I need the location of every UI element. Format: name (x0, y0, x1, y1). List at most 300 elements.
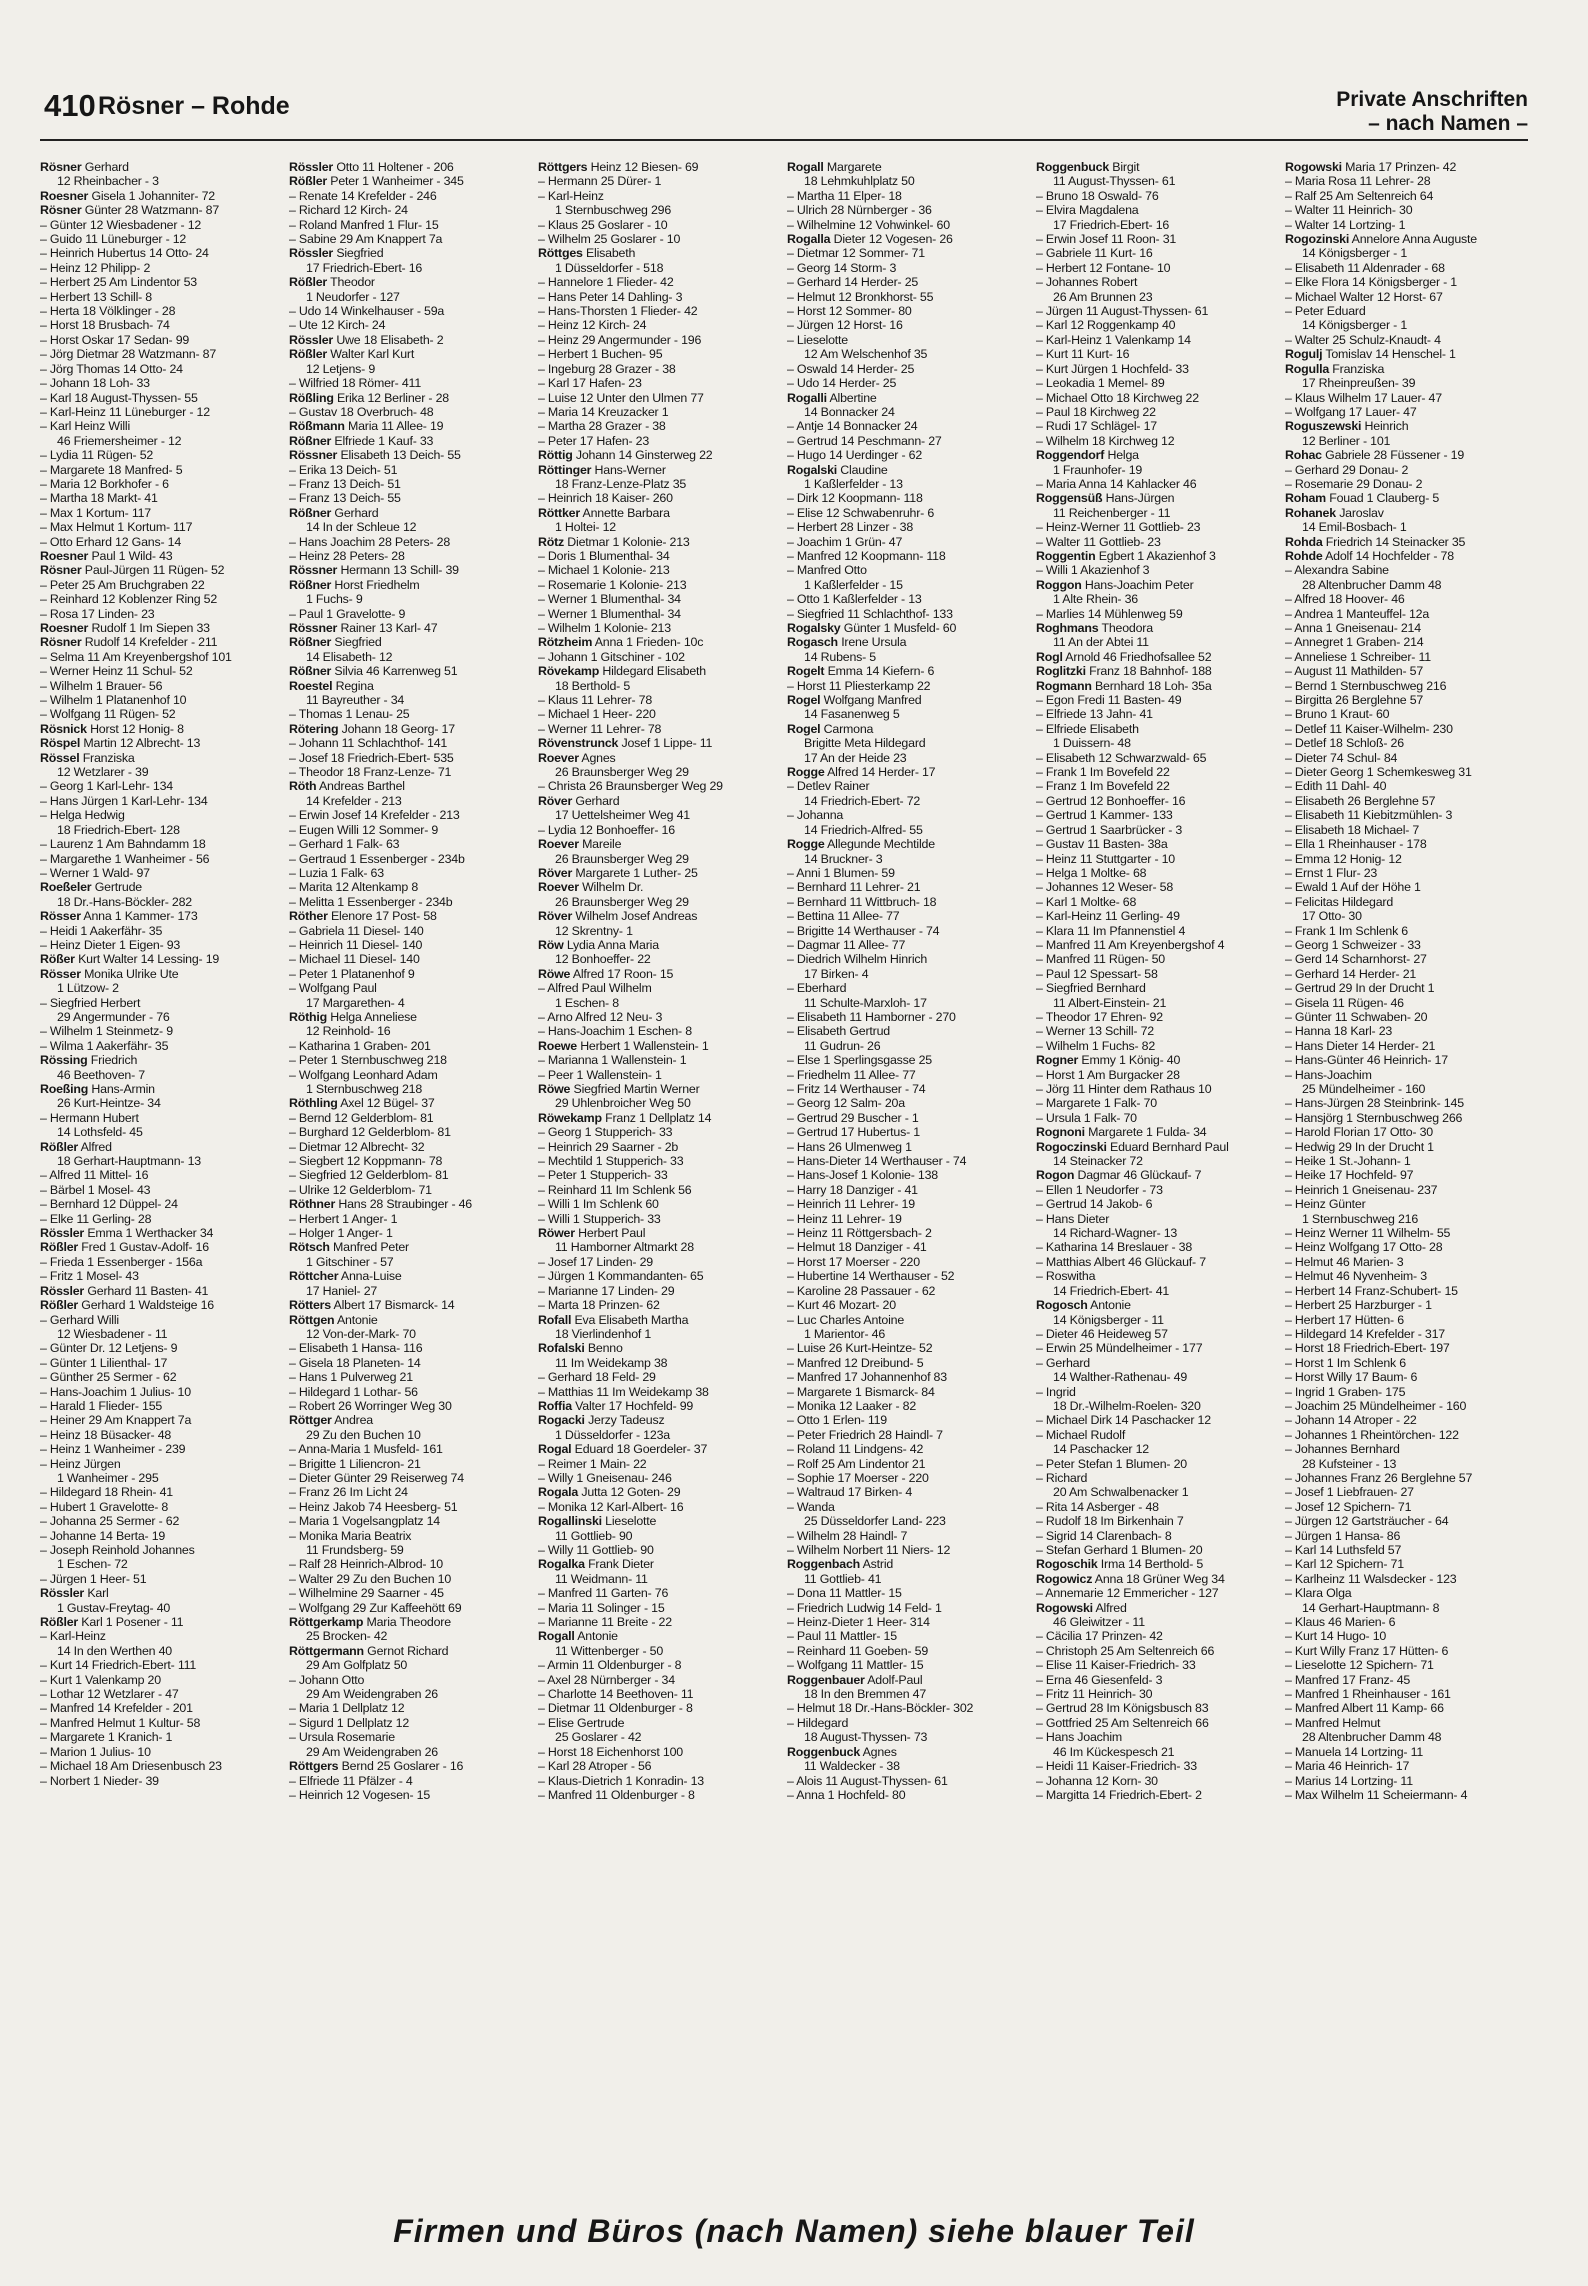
directory-entry: – Manfred 1 Rheinhauser - 161 (1285, 1687, 1451, 1702)
directory-entry: – Karlheinz 11 Walsdecker - 123 (1285, 1571, 1457, 1586)
directory-entry: – Johannes Bernhard (1285, 1442, 1400, 1457)
directory-entry: – Werner 1 Blumenthal- 34 (538, 592, 681, 607)
directory-entry: – Josef 18 Friedrich-Ebert- 535 (289, 750, 454, 765)
directory-entry: – Monika 12 Laaker - 82 (787, 1398, 917, 1413)
directory-entry: – Harold Florian 17 Otto- 30 (1285, 1125, 1433, 1140)
directory-entry: 46 Gleiwitzer - 11 (1053, 1615, 1145, 1630)
surname: Röttker (538, 505, 580, 520)
directory-entry: 1 Alte Rhein- 36 (1053, 592, 1138, 607)
directory-entry: – Paul 1 Gravelotte- 9 (289, 606, 406, 621)
directory-entry: – Hans-Joachim 1 Julius- 10 (40, 1384, 191, 1399)
directory-entry: 17 Friedrich-Ebert- 16 (306, 260, 423, 275)
directory-entry (40, 909, 283, 923)
surname: Rössler (40, 1586, 85, 1601)
directory-entry (289, 174, 532, 188)
surname: Rößner (289, 635, 332, 650)
surname: Röttgerkamp (289, 1615, 364, 1630)
directory-entry: – Gerhard Willi (40, 1312, 119, 1327)
directory-entry: – Marianne 17 Linden- 29 (538, 1283, 675, 1298)
entry-details: Jaroslav (1339, 505, 1384, 520)
directory-entry: – Andrea 1 Manteuffel- 12a (1285, 606, 1430, 621)
directory-entry: – Jürgen 12 Gartsträucher - 64 (1285, 1514, 1449, 1529)
directory-entry (289, 160, 532, 174)
directory-entry: – Heinz 18 Büsacker- 48 (40, 1427, 172, 1442)
surname: Rößner (289, 505, 332, 520)
entry-details: Birgit (1112, 160, 1140, 174)
surname: Rössing (40, 1053, 88, 1068)
directory-entry: 14 Elisabeth- 12 (306, 649, 393, 664)
directory-entry: – Kurt Jürgen 1 Hochfeld- 33 (1036, 361, 1189, 376)
directory-entry: – Holger 1 Anger- 1 (289, 1226, 393, 1241)
directory-entry: – Dona 11 Mattler- 15 (787, 1586, 902, 1601)
entry-details: Theodor (330, 275, 375, 290)
entry-details: Emmy 1 König- 40 (1081, 1053, 1181, 1068)
directory-entry: – Elisabeth 18 Michael- 7 (1285, 822, 1420, 837)
directory-entry: – Margarete 18 Manfred- 5 (40, 462, 183, 477)
directory-entry (1285, 506, 1528, 520)
directory-entry: 14 Lothsfeld- 45 (57, 1125, 143, 1140)
entry-details: Anna 1 Kammer- 173 (83, 909, 198, 924)
entry-details: Hans-Armin (91, 1082, 155, 1096)
directory-entry (538, 1514, 781, 1528)
directory-entry: – Hans Jürgen 1 Karl-Lehr- 134 (40, 793, 208, 808)
entry-details: Karl 1 Posener - 11 (81, 1615, 184, 1630)
directory-entry: – Michael Otto 18 Kirchweg 22 (1036, 390, 1199, 405)
directory-entry: – Hans-Josef 1 Kolonie- 138 (787, 1168, 938, 1183)
entry-details: Valter 17 Hochfeld- 99 (575, 1398, 694, 1413)
directory-entry: – Herbert 14 Franz-Schubert- 15 (1285, 1283, 1458, 1298)
directory-entry: – Wilhelm 1 Steinmetz- 9 (40, 1024, 173, 1039)
directory-entry: – Wilhelm 1 Kolonie- 213 (538, 621, 671, 635)
entry-details: Josef 1 Lippe- 11 (621, 736, 713, 751)
entry-details: Bernd 25 Goslarer - 16 (341, 1759, 464, 1774)
directory-entry: – Günter 1 Lilienthal- 17 (40, 1355, 168, 1370)
directory-entry: – Jürgen 1 Hansa- 86 (1285, 1528, 1401, 1543)
entry-details: Peter 1 Wanheimer - 345 (330, 174, 464, 189)
entry-details: Rudolf 1 Im Siepen 33 (91, 621, 210, 635)
entry-details: Frank Dieter (588, 1557, 654, 1572)
directory-entry: – Dieter 46 Heideweg 57 (1036, 1326, 1168, 1341)
entry-details: Fred 1 Gustav-Adolf- 16 (81, 1240, 209, 1255)
directory-entry: – Monika 12 Karl-Albert- 16 (538, 1499, 684, 1514)
directory-entry (1036, 1168, 1279, 1182)
directory-entry: – Johannes Franz 26 Berglehne 57 (1285, 1470, 1473, 1485)
entry-details: Emma 14 Kiefern- 6 (827, 664, 935, 679)
entry-details: Hermann 13 Schill- 39 (340, 563, 459, 578)
directory-entry: – Peter 1 Stupperich- 33 (538, 1168, 668, 1183)
directory-entry: – Hannelore 1 Flieder- 42 (538, 275, 674, 290)
directory-entry: – Paul 11 Mattler- 15 (787, 1629, 897, 1644)
directory-entry: 46 Friemersheimer - 12 (57, 433, 182, 448)
directory-entry: 11 Gottlieb- 41 (804, 1571, 882, 1586)
directory-entry: – Matthias 11 Im Weidekamp 38 (538, 1384, 709, 1399)
directory-entry: 18 Gerhart-Hauptmann- 13 (57, 1154, 201, 1169)
directory-entry: – Elvira Magdalena (1036, 203, 1139, 218)
directory-entry: 12 Von-der-Mark- 70 (306, 1326, 416, 1341)
directory-entry: – Heinz Günter (1285, 1197, 1366, 1212)
surname: Röther (289, 909, 328, 924)
entry-details: Günter 28 Watzmann- 87 (84, 203, 220, 218)
entry-details: Agnes (862, 1744, 897, 1759)
directory-entry: 28 Altenbrucher Damm 48 (1302, 577, 1442, 592)
entry-details: Friedrich (90, 1053, 138, 1068)
directory-entry: – Kurt 14 Hugo- 10 (1285, 1629, 1387, 1644)
entry-details: Lieselotte (605, 1514, 657, 1529)
directory-entry: – Hans Peter 14 Dahling- 3 (538, 289, 683, 304)
directory-entry: – Elisabeth 11 Hamborner - 270 (787, 1009, 956, 1024)
entry-details: Annette Barbara (582, 505, 670, 520)
directory-entry: 14 Friedrich-Ebert- 72 (804, 793, 921, 808)
directory-entry: – Bernhard 12 Düppel- 24 (40, 1197, 178, 1212)
directory-entry: 1 Kaßlerfelder - 15 (804, 577, 903, 592)
surname: Rößling (289, 390, 334, 405)
directory-entry: – Peter Friedrich 28 Haindl- 7 (787, 1427, 943, 1442)
directory-entry: – Burghard 12 Gelderblom- 81 (289, 1125, 451, 1140)
directory-entry: – Hans-Joachim 1 Eschen- 8 (538, 1024, 692, 1039)
entry-details: Herbert Paul (578, 1226, 646, 1241)
entry-details: Irene Ursula (841, 635, 907, 650)
directory-entry: 25 Mündelheimer - 160 (1302, 1082, 1426, 1096)
directory-entry: – Walter 11 Gottlieb- 23 (1036, 534, 1161, 549)
directory-entry: – Klaus 25 Goslarer - 10 (538, 217, 668, 232)
directory-entry: – Luzia 1 Falk- 63 (289, 865, 384, 880)
directory-entry: – Günther 25 Sermer - 62 (40, 1370, 177, 1385)
directory-entry: – Wolfgang 17 Lauer- 47 (1285, 404, 1417, 419)
directory-entry (787, 160, 1030, 174)
directory-entry (289, 679, 532, 693)
directory-entry: – Gabriela 11 Diesel- 140 (289, 923, 424, 938)
directory-entry: – Luise 12 Unter den Ulmen 77 (538, 390, 704, 405)
directory-entry: – Ingrid 1 Graben- 175 (1285, 1384, 1406, 1399)
directory-entry: – Karoline 28 Passauer - 62 (787, 1283, 936, 1298)
directory-entry: – Georg 14 Storm- 3 (787, 260, 897, 275)
surname: Rößer (40, 952, 75, 967)
directory-entry: – Herbert 17 Hütten- 6 (1285, 1312, 1404, 1327)
entry-details: Paul 1 Wild- 43 (91, 548, 173, 563)
directory-entry: – Gisela 18 Planeten- 14 (289, 1355, 421, 1370)
directory-entry: 17 Uettelsheimer Weg 41 (555, 808, 690, 823)
directory-entry (289, 909, 532, 923)
directory-entry: – Elise Gertrude (538, 1715, 625, 1730)
directory-entry: – Arno Alfred 12 Neu- 3 (538, 1009, 663, 1024)
directory-entry: 12 Wetzlarer - 39 (57, 765, 149, 780)
directory-entry: – Helga Hedwig (40, 808, 125, 823)
directory-entry: – Friedrich Ludwig 14 Feld- 1 (787, 1600, 942, 1615)
directory-entry: – Gertrud 29 Buscher - 1 (787, 1110, 919, 1125)
entry-details: Gisela 1 Johanniter- 72 (91, 188, 215, 203)
directory-entry: 12 Letjens- 9 (306, 361, 376, 376)
directory-entry: – Karl Heinz Willi (40, 419, 131, 434)
directory-entry: 12 Berliner - 101 (1302, 433, 1391, 448)
entry-details: Andreas Barthel (318, 779, 405, 794)
directory-entry (1285, 160, 1528, 174)
directory-entry: – Bettina 11 Allee- 77 (787, 909, 900, 924)
directory-entry (1036, 1125, 1279, 1139)
directory-entry: – Wilhelm 28 Haindl- 7 (787, 1528, 908, 1543)
surname: Röttgers (538, 160, 588, 174)
directory-entry: – Johanna 25 Sermer - 62 (40, 1514, 180, 1529)
directory-entry: – Karl 1 Moltke- 68 (1036, 894, 1137, 909)
directory-entry: 25 Brocken- 42 (306, 1629, 388, 1644)
directory-entry: 14 Richard-Wagner- 13 (1053, 1226, 1178, 1241)
surname: Rößner (289, 577, 332, 592)
entry-details: Andrea (334, 1413, 373, 1428)
directory-entry: – Harry 18 Danziger - 41 (787, 1182, 918, 1197)
directory-entry: – Heinrich 1 Gneisenau- 237 (1285, 1182, 1438, 1197)
directory-entry: – Jörg Thomas 14 Otto- 24 (40, 361, 183, 376)
directory-entry: – Herbert 12 Fontane- 10 (1036, 260, 1171, 275)
surname: Röver (538, 865, 573, 880)
directory-entry: – Karl 12 Roggenkamp 40 (1036, 318, 1176, 333)
directory-entry: – Oswald 14 Herder- 25 (787, 361, 915, 376)
directory-entry: – Felicitas Hildegard (1285, 894, 1394, 909)
directory-entry: – Gustav 11 Basten- 38a (1036, 837, 1168, 852)
directory-entry: – Guido 11 Lüneburger - 12 (40, 232, 187, 247)
directory-entry: – Gertrud 1 Saarbrücker - 3 (1036, 822, 1183, 837)
surname: Rohda (1285, 534, 1323, 549)
directory-entry: – Hildegard 14 Krefelder - 317 (1285, 1326, 1445, 1341)
surname: Rößler (40, 1615, 79, 1630)
entry-details: Theodora (1101, 621, 1153, 635)
directory-entry: – Gerhard 18 Feld- 29 (538, 1370, 656, 1385)
directory-entry: 29 Am Weidengraben 26 (306, 1744, 438, 1759)
entry-details: Horst Friedhelm (334, 577, 420, 592)
entry-details: Otto 11 Holtener - 206 (336, 160, 454, 174)
directory-entry: – Ursula 1 Falk- 70 (1036, 1110, 1137, 1125)
entry-details: Gerhard (575, 793, 620, 808)
directory-entry (538, 1111, 781, 1125)
directory-entry: – Günter 11 Schwaben- 20 (1285, 1009, 1428, 1024)
directory-entry (40, 1586, 283, 1600)
directory-entry (538, 880, 781, 894)
entry-details: Elisabeth 13 Deich- 55 (340, 448, 461, 463)
surname: Röttig (538, 448, 573, 463)
directory-entry: – Franz 26 Im Licht 24 (289, 1485, 408, 1500)
directory-entry: – Johann 11 Schlachthof- 141 (289, 736, 448, 751)
directory-entry: – Hanna 18 Karl- 23 (1285, 1024, 1393, 1039)
directory-entry: – Karl 14 Luthsfeld 57 (1285, 1543, 1402, 1557)
directory-entry: – Erwin Josef 11 Roon- 31 (1036, 232, 1177, 247)
entry-details: Alfred 14 Herder- 17 (827, 765, 936, 780)
surname: Rößler (40, 1240, 79, 1255)
directory-entry: 17 Margarethen- 4 (306, 995, 405, 1010)
directory-entry: – Mechtild 1 Stupperich- 33 (538, 1154, 684, 1169)
surname: Röwekamp (538, 1110, 602, 1125)
directory-entry: – Hans-Joachim (1285, 1067, 1372, 1082)
directory-entry: – Johannes 12 Weser- 58 (1036, 880, 1174, 895)
directory-entry: – Ella 1 Rheinhauser - 178 (1285, 837, 1427, 852)
directory-entry: – Heinz 12 Philipp- 2 (40, 260, 151, 275)
directory-entry: – Erna 46 Giesenfeld- 3 (1036, 1672, 1163, 1687)
directory-entry (40, 189, 283, 203)
entry-details: Anna 1 Frieden- 10c (594, 635, 704, 650)
directory-entry: – Wilhelm Norbert 11 Niers- 12 (787, 1543, 951, 1557)
entry-details: Elfriede 1 Kauf- 33 (334, 433, 434, 448)
directory-entry: – Heinz Wolfgang 17 Otto- 28 (1285, 1240, 1443, 1255)
surname: Roggensüß (1036, 491, 1103, 506)
directory-entry: – Karl 18 August-Thyssen- 55 (40, 390, 198, 405)
directory-entry: 1 Gitschiner - 57 (306, 1254, 394, 1269)
surname: Röttger (289, 1413, 332, 1428)
directory-entry: – Sigurd 1 Dellplatz 12 (289, 1715, 410, 1730)
directory-entry: – Gottfried 25 Am Seltenreich 66 (1036, 1715, 1209, 1730)
directory-entry: – Eugen Willi 12 Sommer- 9 (289, 822, 439, 837)
entry-details: Friedrich 14 Steinacker 35 (1325, 534, 1466, 549)
directory-entry: – Siegfried 11 Schlachthof- 133 (787, 606, 953, 621)
entry-details: Margarete 1 Luther- 25 (575, 865, 698, 880)
directory-entry: – Karl-Heinz 1 Valenkamp 14 (1036, 332, 1191, 347)
directory-entry: 14 Walther-Rathenau- 49 (1053, 1370, 1188, 1385)
directory-entry: – Lydia 11 Rügen- 52 (40, 448, 154, 463)
directory-entry: – Rosemarie 29 Donau- 2 (1285, 476, 1423, 491)
directory-entry: – Herta 18 Völklinger - 28 (40, 304, 176, 319)
directory-entry: – Detlef 18 Schloß- 26 (1285, 736, 1404, 751)
directory-entry (40, 160, 283, 174)
directory-entry: – Waltraud 17 Birken- 4 (787, 1485, 913, 1500)
directory-entry: – Karl 12 Spichern- 71 (1285, 1557, 1404, 1572)
directory-entry: 14 Bruckner- 3 (804, 851, 883, 866)
directory-entry: – Peer 1 Wallenstein- 1 (538, 1067, 662, 1082)
directory-entry: – Marion 1 Julius- 10 (40, 1744, 151, 1759)
directory-entry: – Heinz-Dieter 1 Heer- 314 (787, 1615, 930, 1630)
surname: Rogozinski (1285, 232, 1350, 247)
directory-entry: – Gerhard 14 Herder- 25 (787, 275, 919, 290)
directory-entry: – Elise 11 Kaiser-Friedrich- 33 (1036, 1658, 1196, 1673)
directory-entry: 26 Am Brunnen 23 (1053, 289, 1153, 304)
entry-details: Astrid (862, 1557, 894, 1572)
directory-entry: – Michael 1 Kolonie- 213 (538, 563, 670, 578)
entry-details: Gernot Richard (367, 1643, 449, 1658)
directory-entry: – Erwin Josef 14 Krefelder - 213 (289, 808, 460, 823)
entry-details: Maria Theodore (366, 1615, 451, 1630)
entry-details: Anna-Luise (340, 1269, 402, 1284)
directory-entry (40, 880, 283, 894)
directory-entry: – Egon Fredi 11 Basten- 49 (1036, 693, 1182, 708)
directory-entry: 14 Gerhart-Hauptmann- 8 (1302, 1600, 1440, 1615)
directory-entry: 29 Zu den Buchen 10 (306, 1427, 421, 1442)
directory-entry: – Heike 17 Hochfeld- 97 (1285, 1168, 1414, 1183)
directory-entry (289, 664, 532, 678)
directory-entry: – Gertrud 14 Jakob- 6 (1036, 1197, 1153, 1212)
directory-entry: – August 11 Mathilden- 57 (1285, 664, 1424, 679)
directory-entry: 14 In der Schleue 12 (306, 520, 417, 535)
directory-entry: 11 Albert-Einstein- 21 (1053, 995, 1167, 1010)
directory-entry: – Wilma 1 Aakerfähr- 35 (40, 1038, 169, 1053)
directory-entry: – Ewald 1 Auf der Höhe 1 (1285, 880, 1421, 895)
directory-entry (1285, 491, 1528, 505)
directory-entry: – Gerhard (1036, 1355, 1090, 1370)
surname: Rogge (787, 765, 825, 780)
directory-entry: – Herbert 13 Schill- 8 (40, 289, 152, 304)
directory-entry: – Klaus Wilhelm 17 Lauer- 47 (1285, 390, 1442, 405)
directory-entry: – Stefan Gerhard 1 Blumen- 20 (1036, 1543, 1203, 1557)
directory-entry: – Wilhelm 1 Platanenhof 10 (40, 693, 187, 708)
directory-entry: – Herbert 25 Am Lindentor 53 (40, 275, 197, 290)
directory-entry: – Alexandra Sabine (1285, 563, 1389, 578)
directory-entry: – Ingeburg 28 Grazer - 38 (538, 361, 676, 376)
directory-entry: 14 Königsberger - 11 (1053, 1312, 1164, 1327)
directory-entry (1285, 347, 1528, 361)
directory-entry: – Klaus 11 Lehrer- 78 (538, 693, 653, 708)
entry-details: Bernhard 18 Loh- 35a (1094, 678, 1212, 693)
surname: Roever (538, 750, 579, 765)
entry-details: Günter 1 Musfeld- 60 (843, 621, 957, 635)
directory-entry (289, 1197, 532, 1211)
surname: Rössler (40, 1226, 85, 1241)
directory-entry: – Luc Charles Antoine (787, 1312, 905, 1327)
directory-entry: 46 Beethoven- 7 (57, 1067, 145, 1082)
directory-entry: – Willy 11 Gottlieb- 90 (538, 1543, 654, 1557)
surname: Rössner (289, 563, 338, 578)
entry-details: Margarete (826, 160, 882, 174)
directory-entry: 1 Duissern- 48 (1053, 736, 1131, 751)
directory-entry (40, 1615, 283, 1629)
directory-entry: – Klaus 46 Marien- 6 (1285, 1615, 1396, 1630)
directory-entry: – Horst Oskar 17 Sedan- 99 (40, 332, 190, 347)
directory-entry: – Walter 14 Lortzing- 1 (1285, 217, 1406, 232)
directory-entry (40, 967, 283, 981)
directory-entry (538, 664, 781, 678)
directory-entry: – Heinrich Hubertus 14 Otto- 24 (40, 246, 209, 261)
directory-entry: 18 Vierlindenhof 1 (555, 1326, 652, 1341)
directory-entry: – Max Helmut 1 Kortum- 117 (40, 520, 193, 535)
directory-entry: – Manfred Otto (787, 563, 867, 578)
directory-entry: – Herbert 1 Anger- 1 (289, 1211, 398, 1226)
directory-entry: – Karl-Heinz (538, 188, 604, 203)
directory-entry (538, 1557, 781, 1571)
surname: Rößler (40, 1139, 79, 1154)
directory-entry: 17 Birken- 4 (804, 966, 869, 981)
entry-details: Agnes (581, 750, 616, 765)
entry-details: Rainer 13 Karl- 47 (340, 621, 438, 635)
directory-entry: – Lydia 12 Bonhoeffer- 16 (538, 822, 675, 837)
directory-entry: – Heinrich 12 Vogesen- 15 (289, 1787, 431, 1802)
directory-entry: – Roland 11 Lindgens- 42 (787, 1442, 924, 1457)
section-title (1336, 88, 1528, 136)
directory-entry (1285, 448, 1528, 462)
directory-entry (787, 1557, 1030, 1571)
directory-entry: – Günter 12 Wiesbadener - 12 (40, 217, 202, 232)
entry-details: Franz 18 Bahnhof- 188 (1089, 664, 1212, 679)
directory-entry: – Herbert 25 Harzburger - 1 (1285, 1298, 1432, 1313)
directory-entry (787, 837, 1030, 851)
entry-details: Annelore Anna Auguste (1351, 232, 1477, 247)
directory-entry: – Renate 14 Krefelder - 246 (289, 188, 437, 203)
directory-entry: – Marita 12 Altenkamp 8 (289, 880, 419, 895)
directory-entry: – Else 1 Sperlingsgasse 25 (787, 1053, 932, 1068)
directory-entry: – Rita 14 Asberger - 48 (1036, 1499, 1159, 1514)
directory-entry (40, 1298, 283, 1312)
surname: Rogall (538, 1629, 575, 1644)
section-title-line2: – nach Namen – (1368, 112, 1528, 135)
directory-entry (538, 794, 781, 808)
surname: Rohanek (1285, 505, 1336, 520)
entry-details: Hans-Joachim Peter (1084, 577, 1194, 592)
directory-entry: – Michael Rudolf (1036, 1427, 1126, 1442)
directory-entry: – Günter Dr. 12 Letjens- 9 (40, 1341, 178, 1356)
directory-entry (538, 751, 781, 765)
directory-entry: – Peter 25 Am Bruchgraben 22 (40, 577, 205, 592)
directory-entry: – Wolfgang Leonhard Adam (289, 1067, 438, 1082)
entry-details: Albertine (829, 390, 877, 405)
directory-entry: 14 Fasanenweg 5 (804, 707, 900, 722)
surname: Roggenbauer (787, 1672, 865, 1687)
directory-entry: – Jürgen 1 Kommandanten- 65 (538, 1269, 704, 1284)
directory-entry: – Martha 28 Grazer - 38 (538, 419, 666, 434)
directory-entry: – Heinz 28 Peters- 28 (289, 548, 405, 563)
directory-entry: – Annemarie 12 Emmericher - 127 (1036, 1586, 1219, 1601)
directory-entry (289, 1644, 532, 1658)
